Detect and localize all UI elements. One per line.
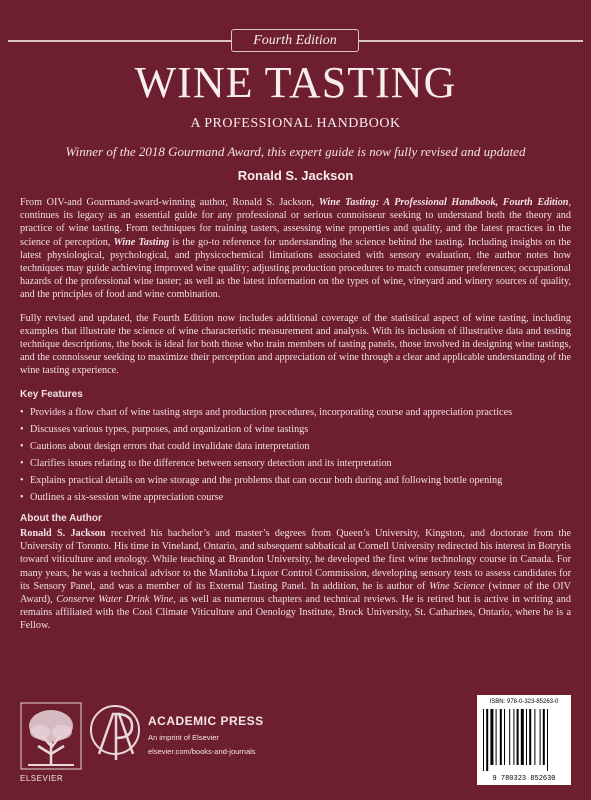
academic-press-text [148, 714, 264, 756]
barcode-bar [521, 709, 524, 765]
barcode-bar [496, 709, 497, 765]
about-author-paragraph: Ronald S. Jackson received his bachelor’s and master’s degrees from Queen’s University, Kingston, and doctorate from the University of Toronto. His time in Vineland, Ontario, and subsequent sabbatical at Cornell University redirected his interest in Botrytis toward viticulture and enology. While teaching at Brandon University, he developed the first wine technology course in Canada. For many years, he was a technical advisor to the Manitoba Liquor Control Commission, developing sensory tests to assess candidates for its Sensory Panel, and was a member of its External Tasting Panel. In addition, he is author of Wine Science (winner of the OIV Award), Conserve Water Drink Wine, as well as numerous chapters and technical reviews. He is retired but is active in writing and remains affiliated with the Cool Climate Viticulture and Oenology Institute, Brock University, St. Catharines, Ontario, where he is a Fellow. [20, 528, 571, 632]
key-features-list [20, 406, 571, 504]
key-feature-item: • Explains practical details on wine storage and the problems that can occur both during and following bottle opening [20, 474, 571, 487]
book-subtitle: A PROFESSIONAL HANDBOOK [190, 116, 401, 131]
barcode-bar [534, 709, 535, 765]
publisher-logos [20, 700, 280, 790]
barcode-bar [529, 709, 531, 765]
edition-badge: Fourth Edition [231, 29, 359, 52]
key-features-heading: Key Features [20, 388, 83, 400]
barcode-box [477, 695, 571, 785]
elsevier-label: ELSEVIER [20, 774, 64, 783]
barcode-bar [490, 709, 493, 765]
barcode-bar [526, 709, 527, 765]
barcode-bar [513, 709, 514, 765]
publisher-url: elsevier.com/books-and-journals [148, 747, 256, 756]
barcode-bar [547, 709, 548, 771]
key-feature-item: • Cautions about design errors that could invalidate data interpretation [20, 440, 571, 453]
barcode-bar [517, 709, 519, 765]
barcode-bar [483, 709, 484, 771]
about-author-heading: About the Author [20, 512, 102, 524]
barcode-bar [500, 709, 502, 765]
award-line: Winner of the 2018 Gourmand Award, this expert guide is now fully revised and updated [65, 144, 526, 159]
description-body [20, 196, 571, 643]
academic-press-name: ACADEMIC PRESS [148, 714, 264, 728]
academic-press-logo-icon [86, 700, 144, 768]
intro-paragraph-2: Fully revised and updated, the Fourth Edition now includes additional coverage of the statistical aspect of wine tasting, including examples that illustrate the science of wine characteristic measurement and analysis. With its inclusion of illustrative data and testing technique descriptions, the book is ideal for both those who train members of tasting panels, those involved in designing wine tastings, and the connoisseur seeking to maximize their perception and appreciation of wine through a clear and applicable understanding of the wine tasting experience. [20, 312, 571, 377]
barcode-bar [509, 709, 510, 765]
barcode-icon [481, 709, 567, 771]
key-feature-item: • Discusses various types, purposes, and organization of wine tastings [20, 423, 571, 436]
key-feature-item: • Clarifies issues relating to the difference between sensory detection and its interpretation [20, 457, 571, 470]
barcode-bar [504, 709, 505, 765]
key-feature-item: • Provides a flow chart of wine tasting steps and production procedures, incorporating course and appreciation practices [20, 406, 571, 419]
elsevier-tree-logo-icon [20, 702, 82, 770]
intro-paragraph-1: From OIV-and Gourmand-award-winning author, Ronald S. Jackson, Wine Tasting: A Professional Handbook, Fourth Edition, continues its legacy as an essential guide for any professional or serious connoisseur seeking to understand both the theory and practice of wine tasting. From techniques for training tasters, assessing wine properties and quality, and the latest practices in the science of perception, Wine Tasting is the go-to reference for understanding the science behind the tasting. Including insights on the latest physiological, psychological, and physicochemical limitations associated with sensory evaluation, the author notes how techniques may guide achieving improved wine quality; adjusting production procedures to match consumer preferences; occupational hazards of the professional wine taster; as well as the latest information on the types of wine, vineyard and winery sources of quality, and the principles of food and wine combination. [20, 197, 572, 301]
book-title: WINE TASTING [134, 58, 457, 107]
barcode-bar [540, 709, 541, 765]
barcode-bar [486, 709, 488, 771]
isbn-label: ISBN: 978-0-323-85263-0 [489, 699, 559, 705]
barcode-bar [543, 709, 545, 765]
imprint-line: An imprint of Elsevier [148, 733, 219, 742]
barcode-number: 9 780323 852630 [492, 775, 556, 783]
key-feature-item: • Outlines a six-session wine appreciation course [20, 491, 571, 504]
author-name: Ronald S. Jackson [237, 168, 354, 183]
